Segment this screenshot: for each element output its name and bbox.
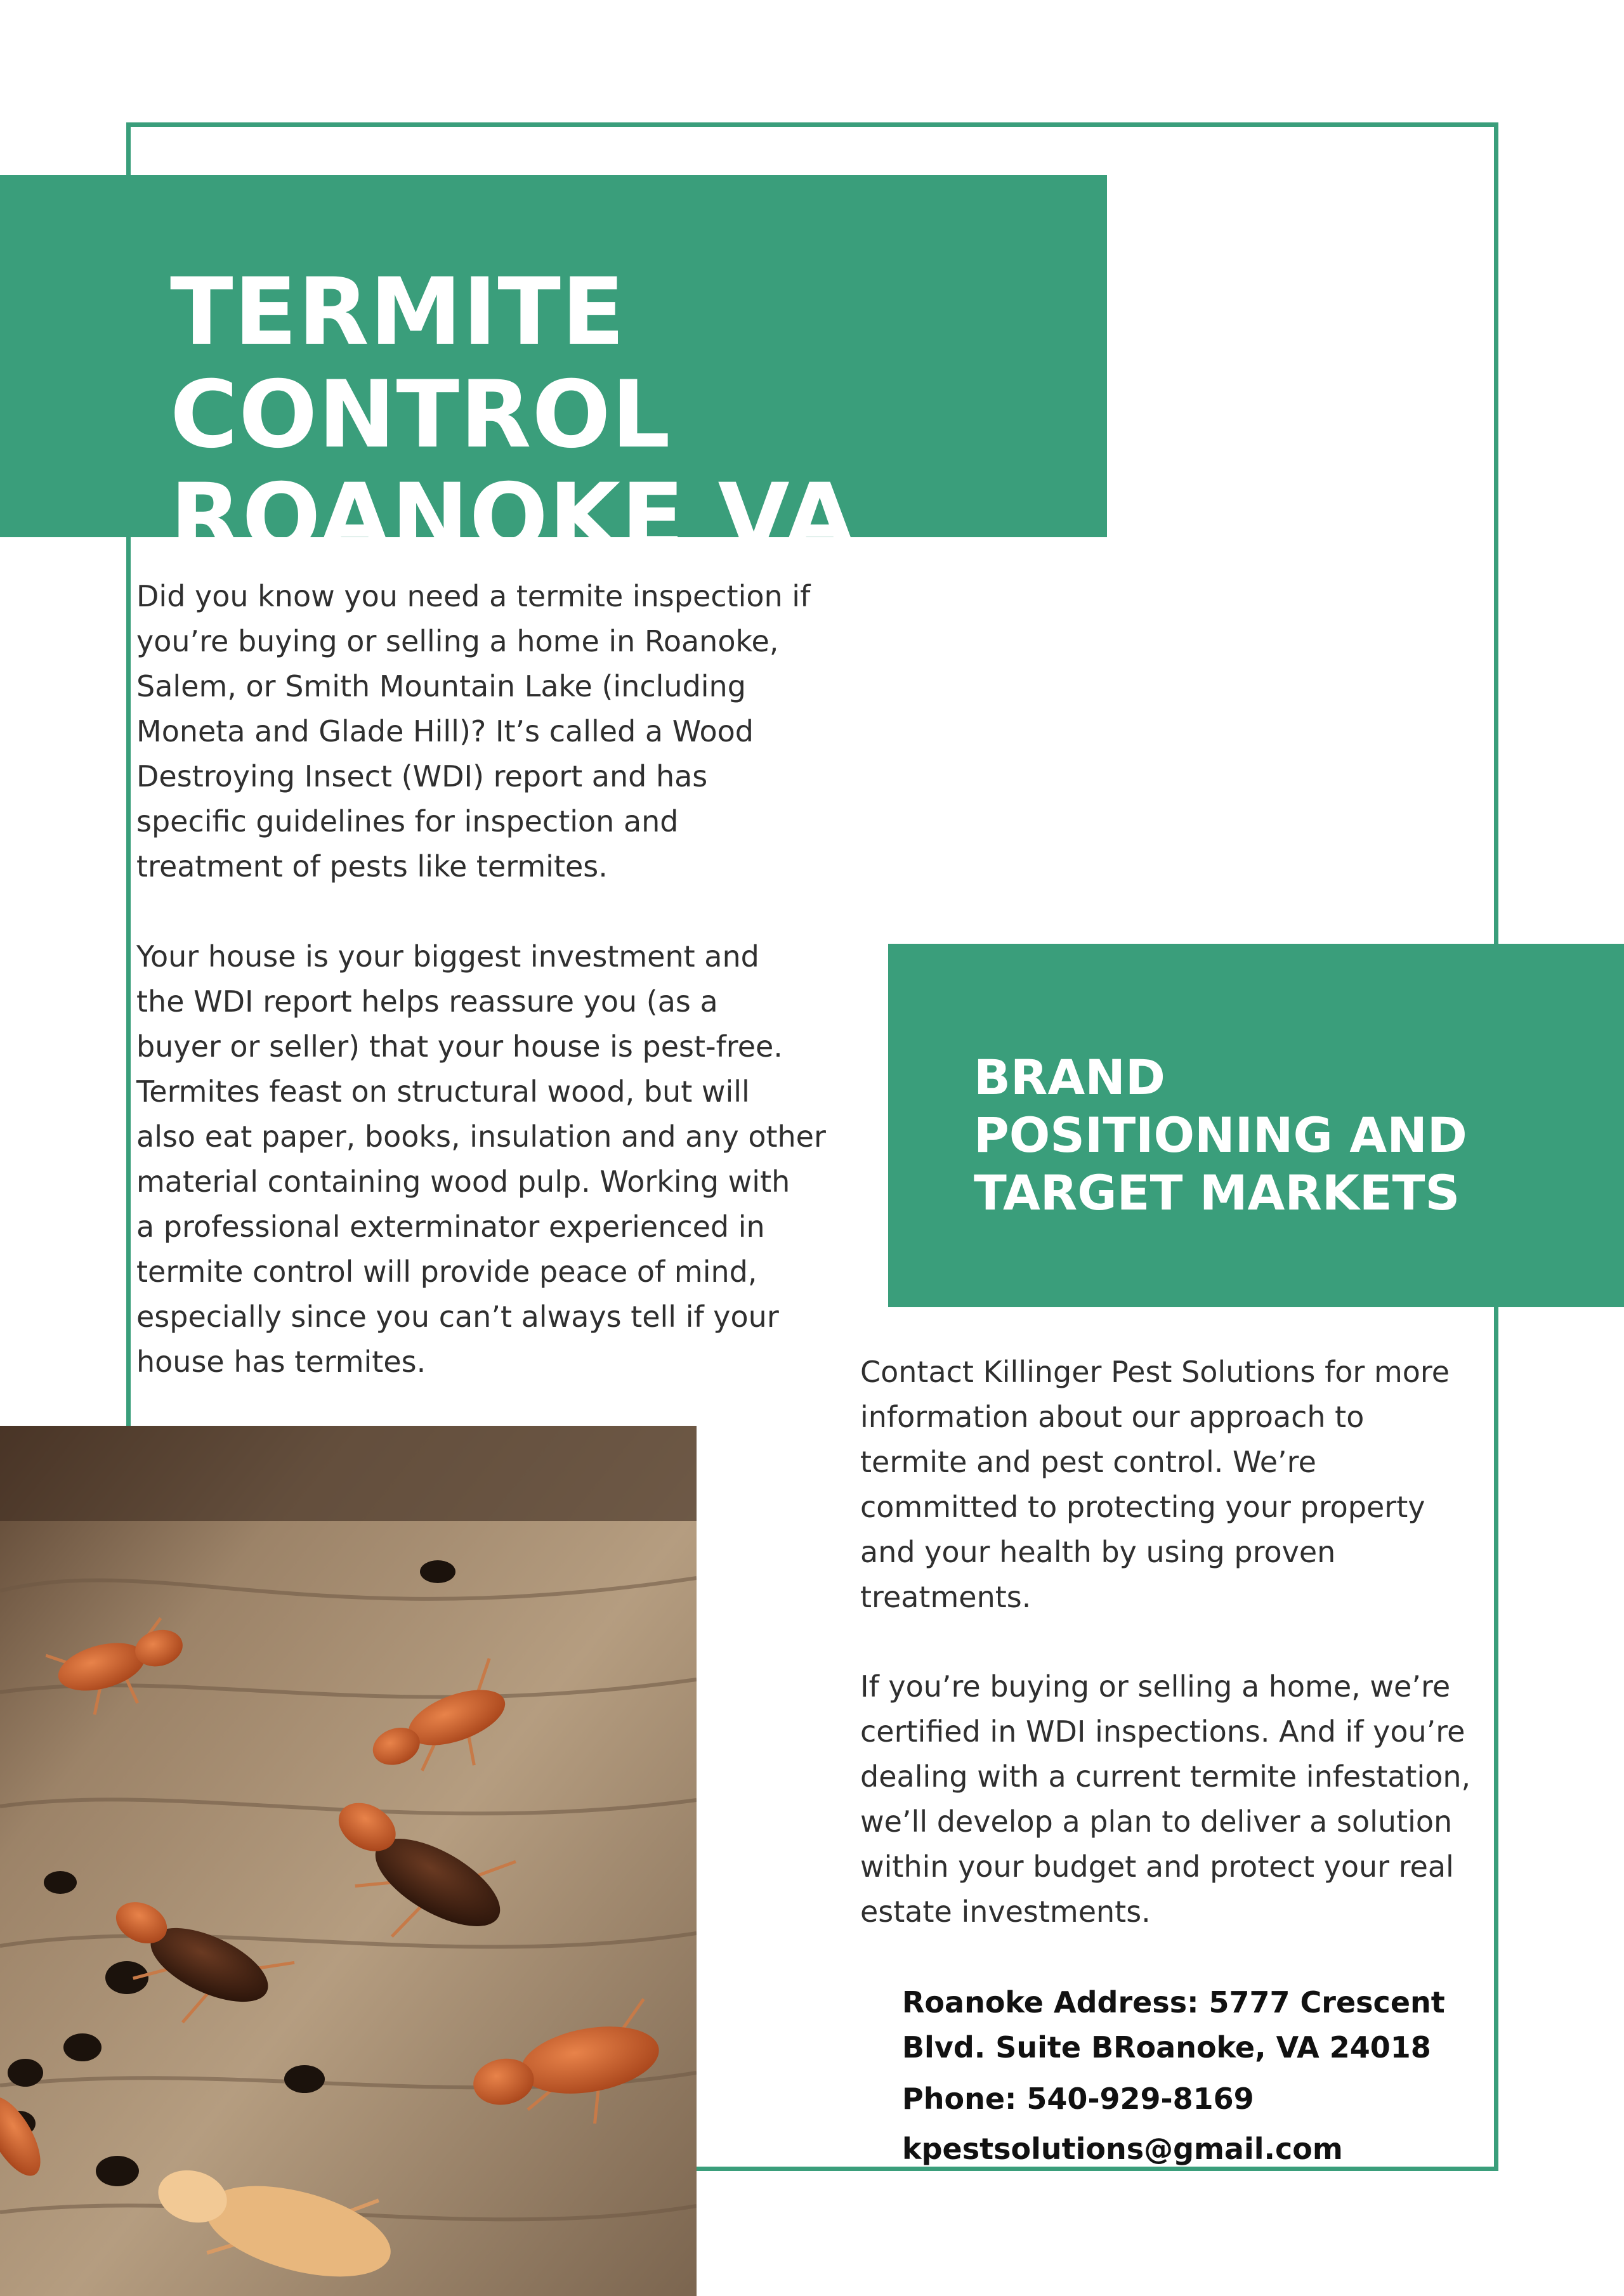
- contact-phone[interactable]: Phone: 540-929-8169: [902, 2082, 1254, 2116]
- contact-address: Roanoke Address: 5777 Crescent Blvd. Suite BRoanoke, VA 24018: [902, 1985, 1445, 2064]
- intro-paragraph-1: Did you know you need a termite inspection if you’re buying or selling a home in Roanoke, Salem, or Smith Mountain Lake (including Moneta and Glade Hill)? It’s called a Wood Destroying Insect (WDI) report and has specific guidelines for inspection and treatment of pests like termites.: [136, 579, 811, 884]
- title-banner: [0, 175, 1107, 571]
- brand-heading: BRAND POSITIONING AND TARGET MARKETS: [974, 1049, 1467, 1221]
- contact-email[interactable]: kpestsolutions@gmail.com: [902, 2132, 1343, 2166]
- termites-photo: [0, 1426, 697, 2296]
- contact-paragraph-1: Contact Killinger Pest Solutions for more information about our approach to termite and pest control. We’re committed to protecting your property and your health by using proven treatments.: [860, 1355, 1450, 1614]
- termites-on-wood-icon: [0, 1426, 697, 2296]
- brand-banner: [888, 944, 1624, 1307]
- contact-paragraph-2: If you’re buying or selling a home, we’re certified in WDI inspections. And if you’re dealing with a current termite infestation, we’ll develop a plan to deliver a solution within your budget and protect your real estate investments.: [860, 1669, 1471, 1929]
- page-title: TERMITE CONTROL ROANOKE VA: [170, 258, 856, 571]
- contact-info: [902, 1980, 1498, 2172]
- intro-paragraph-2: Your house is your biggest investment and the WDI report helps reassure you (as a buyer or seller) that your house is pest-free. Termites feast on structural wood, but will also eat paper, books, insulation and any other material containing wood pulp. Working with a professional exterminator experienced in termite control will provide peace of mind, especially since you can’t always tell if your house has termites.: [136, 939, 826, 1379]
